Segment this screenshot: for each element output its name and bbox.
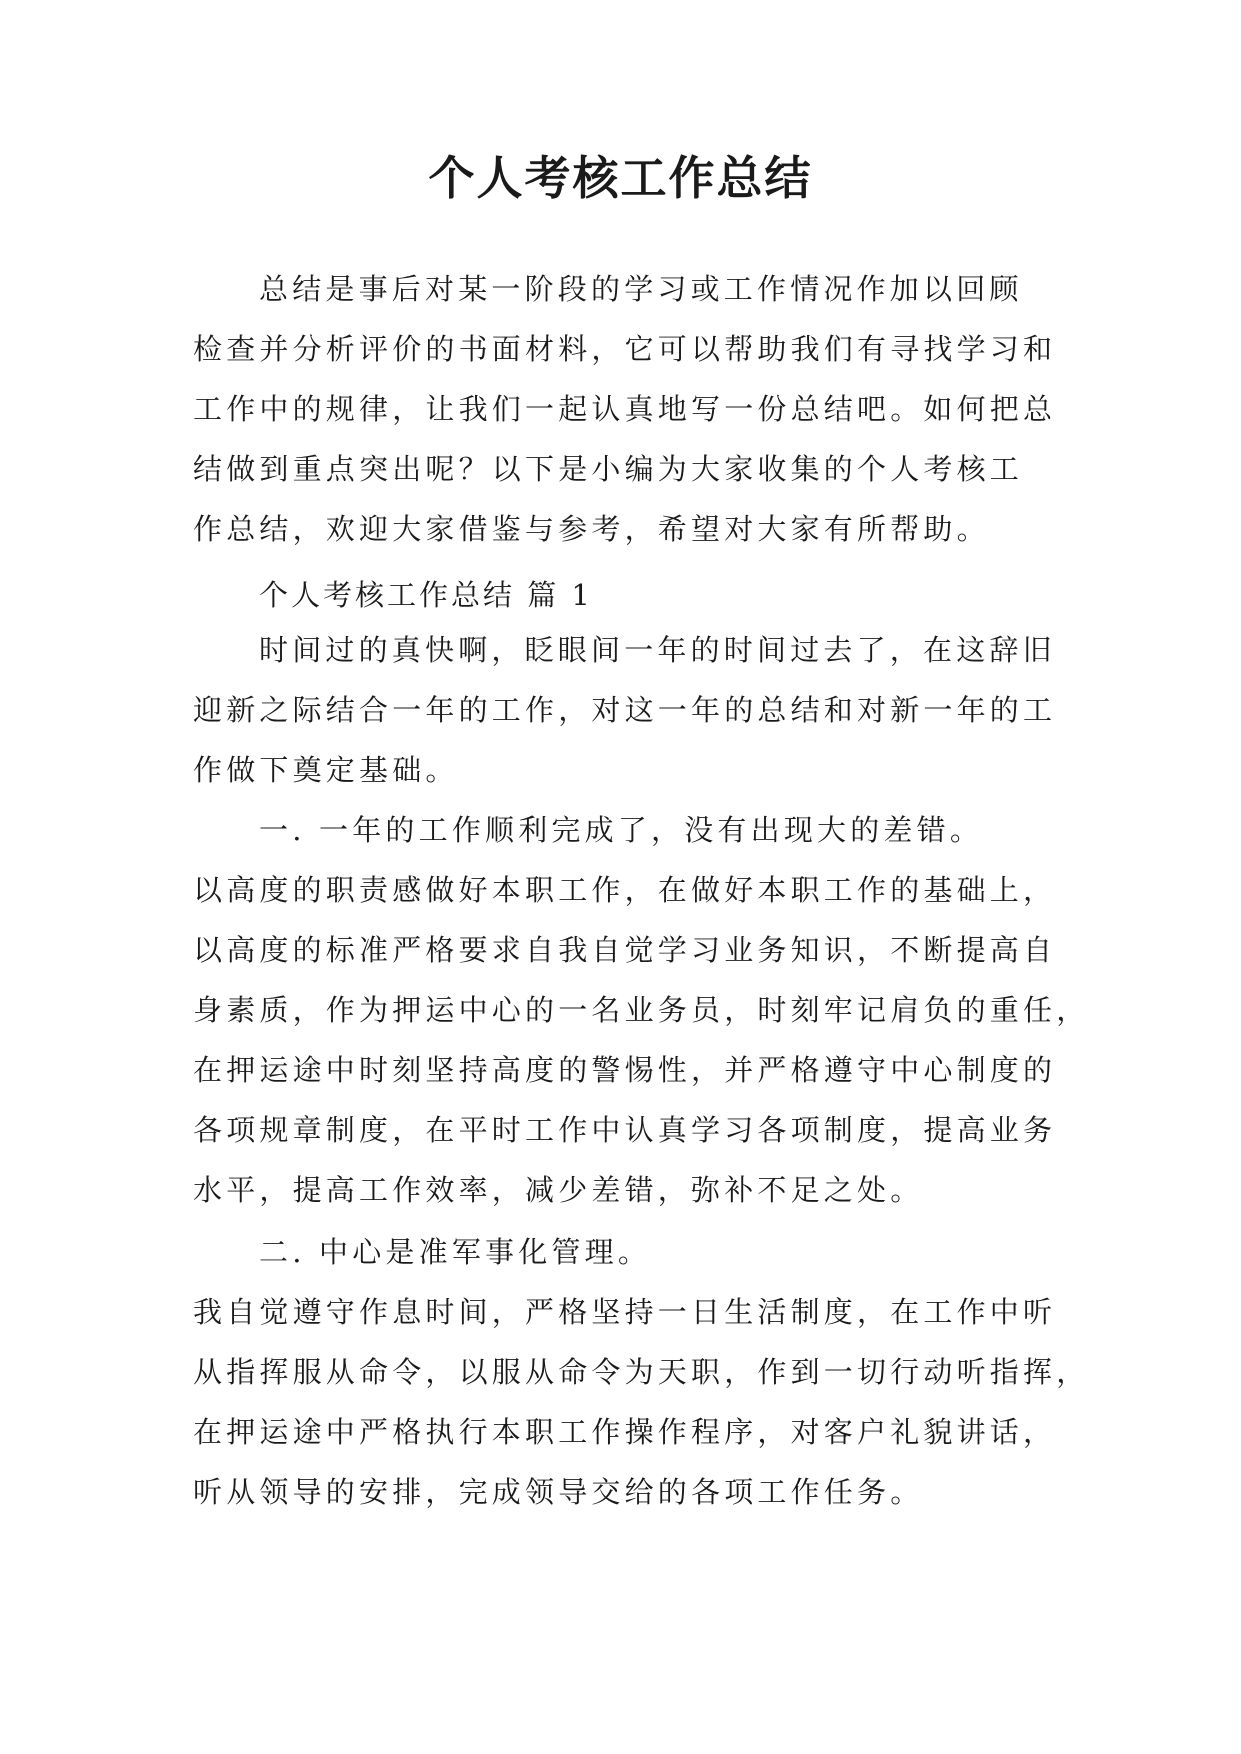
text-line: 作总结，欢迎大家借鉴与参考，希望对大家有所帮助。 (193, 512, 990, 546)
text-line: 身素质，作为押运中心的一名业务员，时刻牢记肩负的重任， (193, 993, 1090, 1027)
text-line: 我自觉遵守作息时间，严格坚持一日生活制度，在工作中听 (193, 1295, 1057, 1329)
section-heading: 个人考核工作总结 篇 1 (259, 578, 593, 612)
point-1 (193, 800, 1090, 1220)
text-line: 从指挥服从命令，以服从命令为天职，作到一切行动听指挥， (193, 1355, 1090, 1389)
text-line: 时间过的真快啊，眨眼间一年的时间过去了，在这辞旧 (259, 633, 1056, 667)
text-line: 迎新之际结合一年的工作，对这一年的总结和对新一年的工 (193, 693, 1057, 727)
text-line: 结做到重点突出呢？以下是小编为大家收集的个人考核工 (193, 452, 1024, 486)
text-line: 工作中的规律，让我们一起认真地写一份总结吧。如何把总 (193, 392, 1057, 426)
paragraph-1 (193, 620, 1058, 800)
text-line: 作做下奠定基础。 (193, 753, 459, 787)
point-1-heading: 一. 一年的工作顺利完成了，没有出现大的差错。 (259, 813, 984, 847)
text-line: 水平，提高工作效率，减少差错，弥补不足之处。 (193, 1173, 924, 1207)
text-line: 检查并分析评价的书面材料，它可以帮助我们有寻找学习和 (193, 332, 1057, 366)
text-line: 以高度的职责感做好本职工作，在做好本职工作的基础上， (193, 873, 1057, 907)
text-line: 以高度的标准严格要求自我自觉学习业务知识，不断提高自 (193, 933, 1057, 967)
text-line: 在押运途中时刻坚持高度的警惕性，并严格遵守中心制度的 (193, 1053, 1057, 1087)
text-line: 各项规章制度，在平时工作中认真学习各项制度，提高业务 (193, 1113, 1057, 1147)
point-2 (193, 1222, 1090, 1522)
text-line: 总结是事后对某一阶段的学习或工作情况作加以回顾 (259, 272, 1023, 306)
document-title: 个人考核工作总结 (428, 151, 813, 205)
intro-paragraph (193, 259, 1058, 559)
text-line: 听从领导的安排，完成领导交给的各项工作任务。 (193, 1475, 924, 1509)
text-line: 在押运途中严格执行本职工作操作程序，对客户礼貌讲话， (193, 1415, 1057, 1449)
point-2-heading: 二. 中心是准军事化管理。 (259, 1235, 652, 1269)
